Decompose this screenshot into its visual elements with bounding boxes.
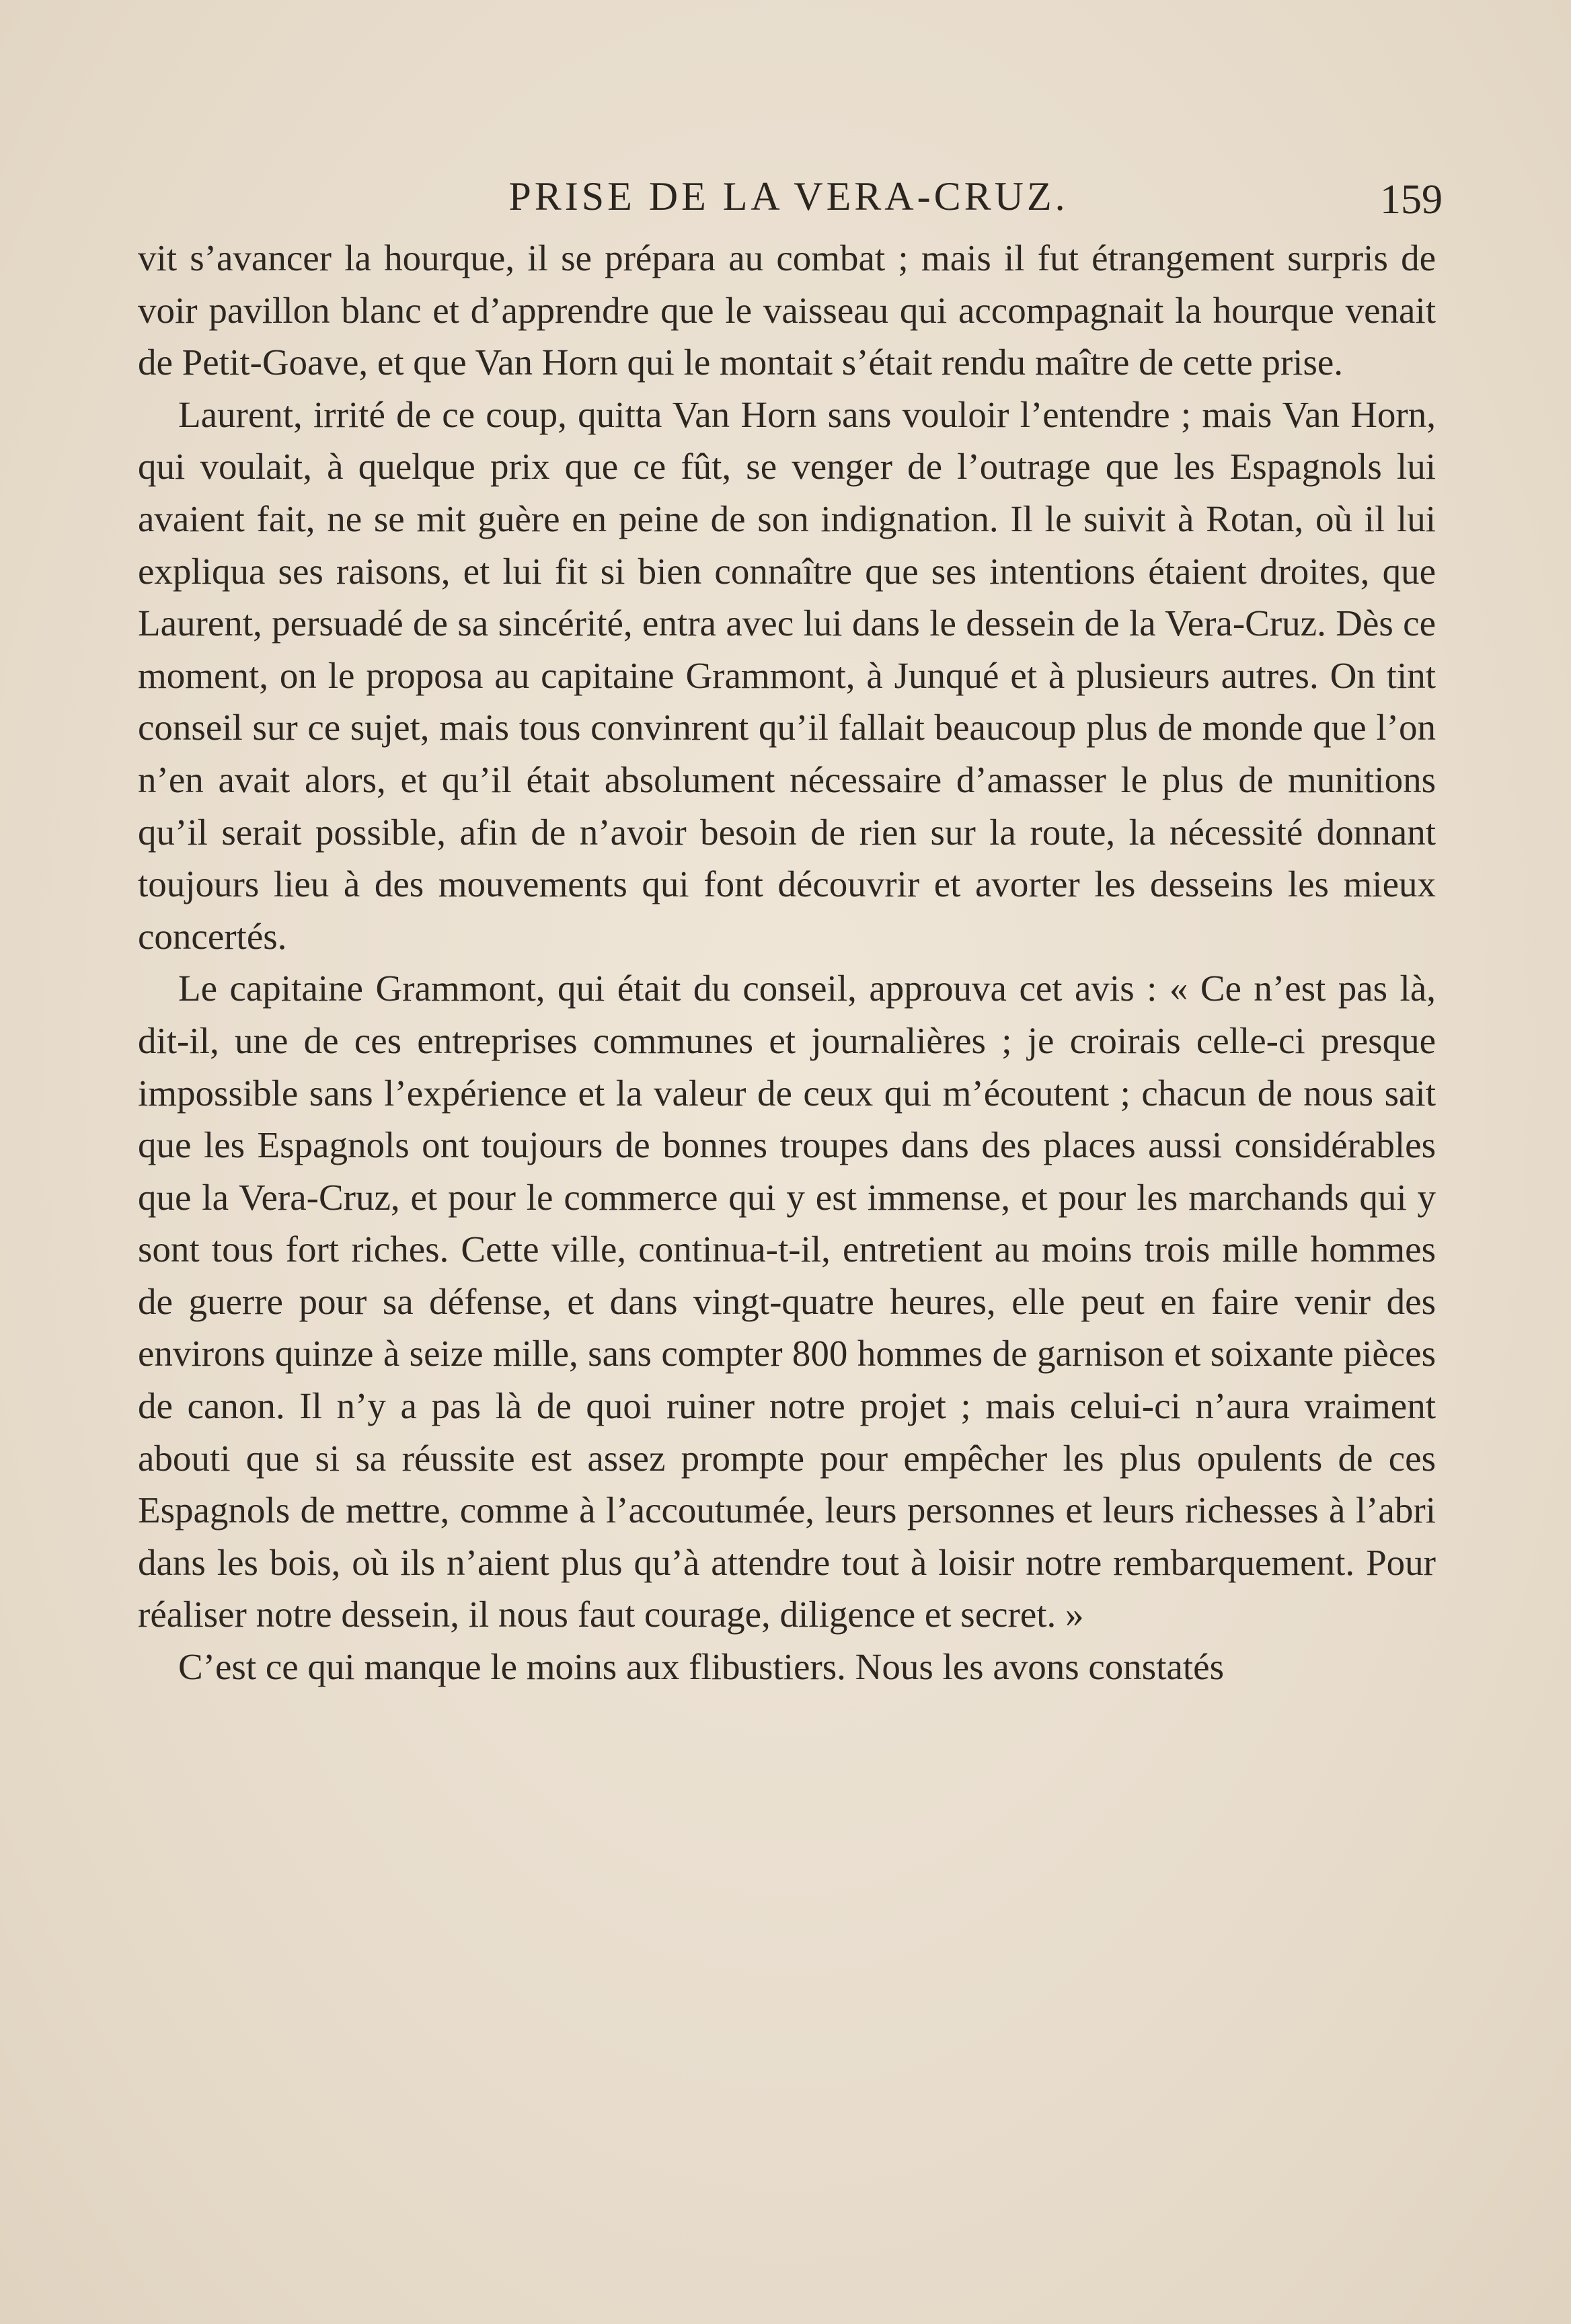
paragraph: C’est ce qui manque le moins aux flibustiers. Nous les avons constatés — [178, 1646, 1224, 1688]
running-header — [135, 173, 1443, 227]
paragraph: Le capitaine Grammont, qui était du conseil, approuva cet avis : « Ce n’est pas là, dit-il, une de ces entreprises communes et journalières ; je croirais celle-ci presque impossible sans l’expérience et la valeur de ceux qui m’écoutent ; chacun de nous sait que les Espagnols ont toujours de bonnes troupes dans des places aussi considérables que la Vera-Cruz, et pour le commerce qui y est immense, et pour les marchands qui y sont tous fort riches. Cette ville, continua-t-il, entretient au moins trois mille hommes de guerre pour sa défense, et dans vingt-quatre heures, elle peut en faire venir des environs quinze à seize mille, sans compter 800 hommes de garnison et soixante pièces de canon. Il n’y a pas là de quoi ruiner notre projet ; mais celui-ci n’aura vraiment abouti que si sa réussite est assez prompte pour empêcher les plus opulents de ces Espagnols de mettre, comme à l’accoutumée, leurs personnes et leurs richesses à l’abri dans les bois, où ils n’aient plus qu’à attendre tout à loisir notre rembarquement. Pour réaliser notre dessein, il nous faut courage, diligence et secret. » — [138, 968, 1436, 1635]
page-number: 159 — [1380, 177, 1443, 223]
running-title: PRISE DE LA VERA-CRUZ. — [508, 174, 1069, 219]
paragraph: Laurent, irrité de ce coup, quitta Van Horn sans vouloir l’entendre ; mais Van Horn, qui voulait, à quelque prix que ce fût, se venger de l’outrage que les Espagnols lui avaient fait, ne se mit guère en peine de son indignation. Il le suivit à Rotan, où il lui expliqua ses raisons, et lui fit si bien connaître que ses intentions étaient droites, que Laurent, persuadé de sa sincérité, entra avec lui dans le dessein de la Vera-Cruz. Dès ce moment, on le proposa au capitaine Grammont, à Junqué et à plusieurs autres. On tint conseil sur ce sujet, mais tous convinrent qu’il fallait beaucoup plus de monde que l’on n’en avait alors, et qu’il était absolument nécessaire d’amasser le plus de munitions qu’il serait possible, afin de n’avoir besoin de rien sur la route, la nécessité donnant toujours lieu à des mouvements qui font découvrir et avorter les desseins les mieux concertés. — [138, 393, 1436, 957]
paragraph-continuation: vit s’avancer la hourque, il se prépara au combat ; mais il fut étrangement surpris de voir pavillon blanc et d’apprendre que le vaisseau qui accompagnait la hourque venait de Petit-Goave, et que Van Horn qui le montait s’était rendu maître de cette prise. — [138, 237, 1436, 383]
body-text — [138, 232, 1436, 1693]
